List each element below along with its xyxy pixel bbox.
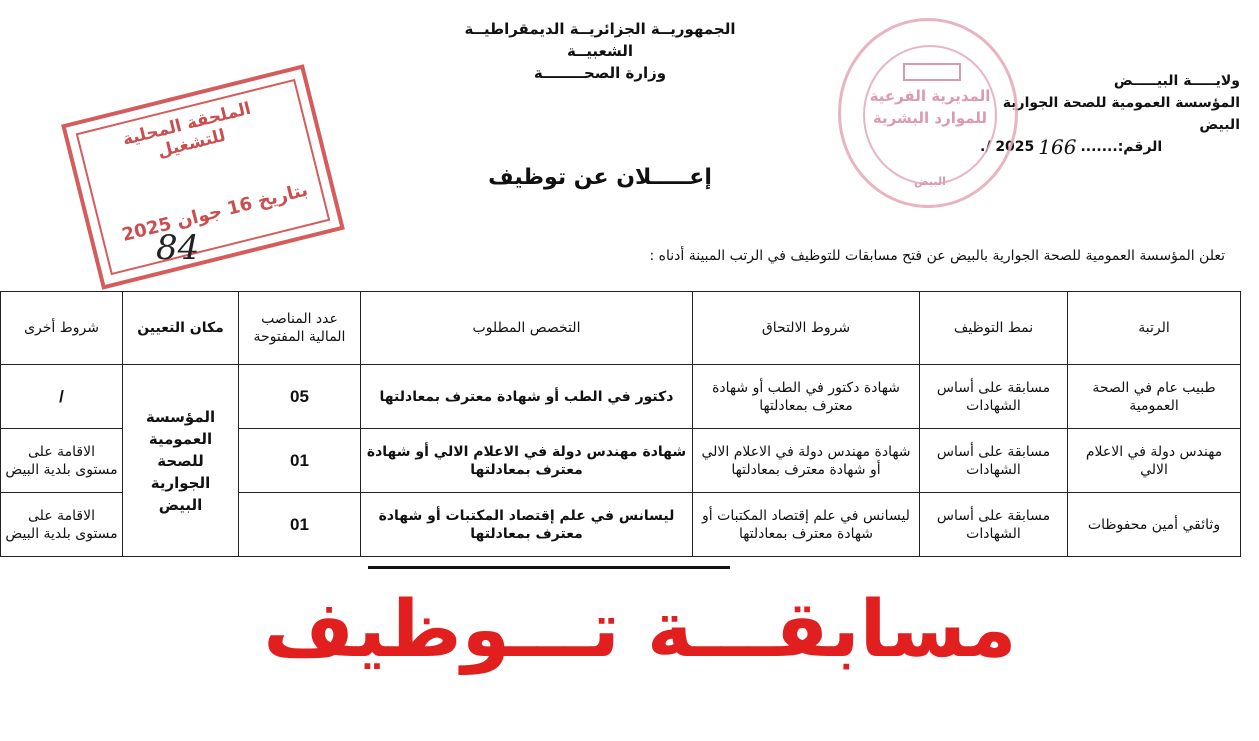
cell-posts: 01 [239, 429, 361, 493]
republic-name: الجمهوريــة الجزائريــة الديمقراطيــة الشعبيــة [464, 20, 736, 60]
cell-specialty: دكتور في الطب أو شهادة معترف بمعادلتها [361, 365, 693, 429]
rectangular-stamp-text: الملحقة المحلية للتشغيل [120, 98, 253, 162]
cell-conditions: شهادة مهندس دولة في الاعلام الالي أو شهادة معترف بمعادلتها [693, 429, 920, 493]
divider-line [368, 566, 730, 569]
ministry-name: وزارة الصحــــــــة [533, 64, 667, 82]
table-header-row [1, 292, 1241, 365]
reference-number: 166 [1038, 135, 1077, 159]
rectangular-stamp-inner-border [76, 79, 331, 275]
header-right [980, 70, 1240, 158]
header-mode: نمط التوظيف [920, 292, 1068, 365]
positions-table [0, 291, 1241, 557]
header-posts: عدد المناصب المالية المفتوحة [239, 292, 361, 365]
header-specialty: التخصص المطلوب [361, 292, 693, 365]
handwritten-number: 84 [156, 228, 200, 268]
announcement-title: إعـــــلان عن توظيف [488, 165, 712, 190]
rectangular-stamp [61, 64, 345, 289]
reference-line [980, 136, 1240, 158]
wilaya-name: ولايـــــة البيـــــض [1113, 73, 1240, 89]
cell-conditions: شهادة دكتور في الطب أو شهادة معترف بمعادلتها [693, 365, 920, 429]
cell-posts: 01 [239, 493, 361, 557]
cell-rank: مهندس دولة في الاعلام الالي [1068, 429, 1241, 493]
announcement-intro: تعلن المؤسسة العمومية للصحة الجوارية بالبيض عن فتح مسابقات للتوظيف في الرتب المبينة أدناه : [649, 248, 1225, 264]
header-other: شروط أخرى [1, 292, 123, 365]
header-location: مكان التعيين [123, 292, 239, 365]
cell-other: الاقامة على مستوى بلدية البيض [1, 493, 123, 557]
table-row [1, 365, 1241, 429]
round-stamp-bottom-text: البيض [914, 175, 946, 188]
header-center [430, 18, 770, 84]
cell-location: المؤسسة العمومية للصحة الجوارية البيض [123, 365, 239, 557]
cell-rank: وثائقي أمين محفوظات [1068, 493, 1241, 557]
cell-specialty: شهادة مهندس دولة في الاعلام الالي أو شهادة معترف بمعادلتها [361, 429, 693, 493]
cell-other: / [1, 365, 123, 429]
round-stamp-text: المديرية الفرعية للموارد البشرية [869, 87, 991, 127]
cell-conditions: ليسانس في علم إقتصاد المكتبات أو شهادة معترف بمعادلتها [693, 493, 920, 557]
round-stamp [838, 18, 1018, 208]
cell-other: الاقامة على مستوى بلدية البيض [1, 429, 123, 493]
institution-name: المؤسسة العمومية للصحة الجوارية البيض [1002, 95, 1240, 133]
cell-mode: مسابقة على أساس الشهادات [920, 429, 1068, 493]
recruitment-banner: مسابقـــة تـــوظيف [263, 585, 1017, 675]
reference-year: 2025 /. [980, 139, 1035, 155]
cell-rank: طبيب عام في الصحة العمومية [1068, 365, 1241, 429]
header-conditions: شروط الالتحاق [693, 292, 920, 365]
cell-mode: مسابقة على أساس الشهادات [920, 365, 1068, 429]
header-rank: الرتبة [1068, 292, 1241, 365]
cell-posts: 05 [239, 365, 361, 429]
rectangular-stamp-date: بتاريخ 16 جوان 2025 [119, 179, 311, 246]
cell-specialty: ليسانس في علم إقتصاد المكتبات أو شهادة معترف بمعادلتها [361, 493, 693, 557]
reference-label: الرقم:....... [1080, 139, 1163, 155]
cell-mode: مسابقة على أساس الشهادات [920, 493, 1068, 557]
round-stamp-emblem [903, 63, 961, 81]
